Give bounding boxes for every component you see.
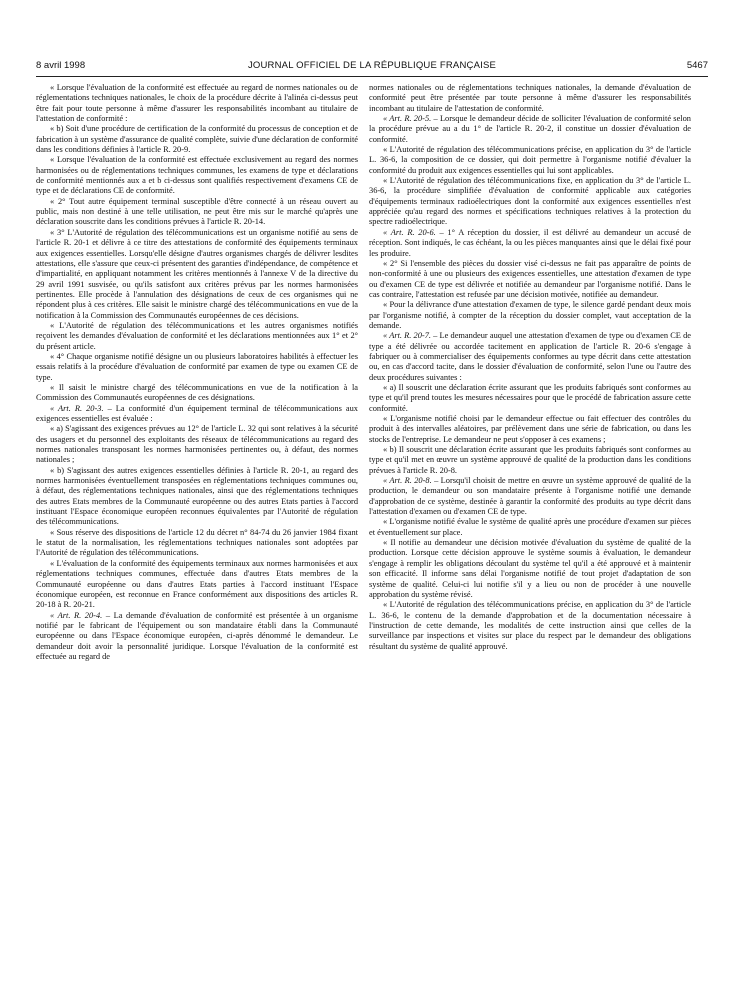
paragraph: [36, 155, 358, 196]
paragraph-text: « 2° Si l'ensemble des pièces du dossier visé ci-dessus ne fait pas apparaître de points de non-conformité à une ou plusieurs des exigences essentielles, une attestation d'examen de type ou d'examen CE de type est délivrée et notifiée au demandeur par l'organisme notifié. Dans le cas contraire, l'attestation est refusée par une décision motivée, notifiée au demandeur.: [369, 258, 691, 299]
paragraph: [369, 414, 691, 445]
article-reference: « Art. R. 20-4.: [50, 610, 103, 620]
paragraph-text: « 2° Tout autre équipement terminal susceptible d'être connecté à un réseau ouvert au public, mais non destiné à une telle utilisation, ne peut être mis sur le marché qu'après une déclaration souscrite dans les conditions prévues à l'article R. 20-14.: [36, 196, 358, 227]
paragraph-text: « Il notifie au demandeur une décision motivée d'évaluation du système de qualité de la production. Lorsque cette décision approuve le système soumis à évaluation, le demandeur s'engage à remplir les obligations découlant du système tel qu'il a été approuvé et à maintenir son efficacité. Il informe sans délai l'organisme notifié de tout projet d'adaptation de son système de qualité. Celui-ci lui notifie s'il y a lieu ou non de procéder à une nouvelle approbation du système révisé.: [369, 538, 691, 599]
paragraph: [369, 176, 691, 228]
paragraph: [369, 300, 691, 331]
journal-title: JOURNAL OFFICIEL DE LA RÉPUBLIQUE FRANÇAISE: [247, 60, 497, 71]
paragraph: [369, 259, 691, 300]
paragraph-text: « 4° Chaque organisme notifié désigne un ou plusieurs laboratoires habilités à effectuer les essais relatifs à la procédure d'évaluation de conformité par examen de type ou examen CE de type.: [36, 351, 358, 382]
paragraph-text: « L'organisme notifié choisi par le demandeur effectue ou fait effectuer des contrôles du produit à des intervalles aléatoires, par prélèvement dans une série de fabrication, ou dans les stocks de l'entreprise. Le demandeur ne peut s'opposer à ces examens ;: [369, 414, 691, 444]
paragraph: [369, 476, 691, 517]
article-reference: « Art. R. 20-3.: [50, 403, 104, 413]
paragraph-text: « Il saisit le ministre chargé des télécommunications en vue de la notification à la Commission des Communautés européennes de ces désignations.: [36, 382, 358, 403]
page-header: [36, 60, 708, 74]
paragraph-text: « a) S'agissant des exigences prévues au 12° de l'article L. 32 qui sont relatives à la sécurité des usagers et du personnel des exploitants des réseaux de télécommunications au regard des normes nationales transposant les normes harmonisées pertinentes ou, à défaut, des normes nationales ;: [36, 424, 358, 465]
paragraph-text: « Lorsque l'évaluation de la conformité est effectuée au regard de normes nationales ou de réglementations techniques nationales, le choix de la procédure décrite à l'alinéa ci-dessus peut être fait pour toute personne à même d'assurer les responsabilités incombant au titulaire de l'attestation de conformité :: [36, 83, 358, 124]
article-reference: « Art. R. 20-8.: [383, 476, 432, 486]
paragraph: [36, 466, 358, 528]
paragraph: [36, 559, 358, 611]
paragraph-text: « 3° L'Autorité de régulation des télécommunications est un organisme notifié au sens de l'article R. 20-1 et délivre à ce titre des attestations de conformité des équipements terminaux aux exigences essentielles. Lorsqu'elle désigne d'autres organismes chargés de délivrer lesdites attestations, elle s'assure que ceux-ci présentent des garanties d'indépendance, de compétence et d'impartialité, en appliquant notamment les critères mentionnés à l'annexe V de la directive du 29 avril 1991 susvisée, ou qu'ils satisfont aux critères prévus par les normes harmonisées pertinentes. Elle procède à l'annulation des désignations de ceux de ces organismes qui ne répondent plus à ces critères. Elle saisit le ministre chargé des télécommunications en vue de la notification à la Commission des Communautés européennes de ces décisions.: [36, 227, 358, 320]
paragraph: [369, 331, 691, 383]
paragraph-text: « b) S'agissant des autres exigences essentielles définies à l'article R. 20-1, au regard des normes harmonisées éventuellement transposées en réglementations techniques communes ou, à défaut, des réglementations techniques nationales, ainsi que des réglementations techniques des autres Etats membres de la Communauté européenne ou des autres Etats parties à l'accord instituant l'Espace économique européen reconnues équivalentes par l'Autorité de régulation des télécommunications.: [36, 465, 358, 527]
paragraph-text: – 1° A réception du dossier, il est délivré au demandeur un accusé de réception. Sont indiqués, le cas échéant, la ou les pièces manquantes ainsi que le délai fixé pour les produire.: [369, 227, 691, 258]
paragraph: [36, 352, 358, 383]
paragraph: [36, 124, 358, 155]
paragraph: [36, 83, 358, 124]
paragraph: [369, 145, 691, 176]
paragraph: [36, 424, 358, 465]
paragraph-text: « L'Autorité de régulation des télécommunications précise, en application du 3° de l'article L. 36-6, le contenu de la demande d'approbation et de la documentation nécessaire à l'instruction de cette demande, les modalités de cette instruction ainsi que celles de la surveillance par inspections et visites sur place du respect par le demandeur des obligations résultant du système de qualité approuvé.: [369, 600, 691, 651]
paragraph: [369, 600, 691, 652]
article-reference: « Art. R. 20-5.: [383, 114, 432, 124]
paragraph-text: « Pour la délivrance d'une attestation d'examen de type, le silence gardé pendant deux mois par l'organisme notifié, à compter de la réception du dossier complet, vaut acceptation de la demande.: [369, 300, 691, 330]
paragraph: [369, 517, 691, 538]
paragraph-text: – Lorsqu'il choisit de mettre en œuvre un système approuvé de qualité de la production, le demandeur ou son mandataire présente à l'organisme notifié une demande d'approbation de ce système, destinée à garantir la conformité des produits au type décrit dans l'attestation d'examen ou d'examen CE de type.: [369, 476, 691, 517]
paragraph: [36, 197, 358, 228]
paragraph-text: – Lorsque le demandeur décide de solliciter l'évaluation de conformité selon la procédure prévue au a du 1° de l'article R. 20-2, il constitue un dossier d'évaluation de conformité.: [369, 114, 691, 144]
paragraph: [369, 83, 691, 114]
paragraph-text: « Sous réserve des dispositions de l'article 12 du décret n° 84-74 du 26 janvier 1984 fixant le statut de la normalisation, les réglementations techniques nationales sont adoptées par l'Autorité de régulation des télécommunications.: [36, 527, 358, 558]
header-date: 8 avril 1998: [36, 60, 86, 71]
paragraph-text: « L'évaluation de la conformité des équipements terminaux aux normes harmonisées et aux réglementations techniques communes, effectuée dans d'autres Etats membres de la Communauté européenne ou dans d'autres Etats parties à l'accord instituant l'Espace économique européen, est reconnue en France conformément aux dispositions des articles R. 20-18 à R. 20-21.: [36, 558, 358, 610]
paragraph-text: – La demande d'évaluation de conformité est présentée à un organisme notifié par le fabricant de l'équipement ou son mandataire établi dans la Communauté européenne ou dans l'Espace économique européen, ci-après dénommé le demandeur. Le demandeur doit avoir la personnalité juridique. Lorsque l'évaluation de la conformité est effectuée au regard de: [36, 610, 358, 661]
paragraph-text: normes nationales ou de réglementations techniques nationales, la demande d'évaluation de conformité peut être présentée par toute personne à même d'assurer les responsabilités incombant au titulaire de l'attestation de conformité.: [369, 83, 691, 113]
article-reference: « Art. R. 20-7.: [383, 331, 431, 341]
paragraph-text: « b) Soit d'une procédure de certification de la conformité du processus de conception et de fabrication à un système d'assurance de qualité complète, suivie d'une déclaration de conformité dans les conditions définies à l'article R. 20-9.: [36, 124, 358, 155]
paragraph-text: – Le demandeur auquel une attestation d'examen de type ou d'examen CE de type a été délivrée ou accordée tacitement en application de l'article R. 20-6 s'engage à fabriquer ou à commercialiser des équipements conformes au type décrit dans cette attestation ou, en cas d'accord tacite, dans le dossier d'évaluation de conformité, selon l'une ou l'autre des deux procédures suivantes :: [369, 331, 691, 382]
paragraph: [369, 445, 691, 476]
right-column: [369, 83, 691, 652]
paragraph: [369, 228, 691, 259]
page-number: 5467: [686, 60, 708, 71]
paragraph: [369, 538, 691, 600]
paragraph: [36, 404, 358, 425]
paragraph: [369, 114, 691, 145]
paragraph: [36, 611, 358, 663]
left-column: [36, 83, 358, 662]
paragraph-text: « L'Autorité de régulation des télécommunications précise, en application du 3° de l'article L. 36-6, la composition de ce dossier, qui doit permettre à l'organisme notifié d'évaluer la conformité du produit aux exigences essentielles qui lui sont applicables.: [369, 145, 691, 175]
paragraph: [369, 383, 691, 414]
paragraph-text: « a) Il souscrit une déclaration écrite assurant que les produits fabriqués sont conformes au type et qu'il prend toutes les mesures nécessaires pour que le procédé de fabrication assure cette conformité.: [369, 382, 691, 413]
paragraph-text: « b) Il souscrit une déclaration écrite assurant que les produits fabriqués sont conformes au type et qu'il met en œuvre un système approuvé de qualité de la production dans les conditions prévues à l'article R. 20-8.: [369, 445, 691, 475]
paragraph: [36, 528, 358, 559]
paragraph-text: « L'Autorité de régulation des télécommunications et les autres organismes notifiés reçoivent les demandes d'évaluation de conformité et les déclarations mentionnées aux 1° et 2° du présent article.: [36, 320, 358, 351]
paragraph: [36, 321, 358, 352]
paragraph-text: « L'Autorité de régulation des télécommunications fixe, en application du 3° de l'article L. 36-6, la procédure simplifiée d'évaluation de conformité applicable aux catégories d'équipements terminaux radioélectriques dont la conformité aux exigences essentielles n'est appréciée qu'au regard des normes et spécifications techniques relatives à la protection du spectre radioélectrique.: [369, 176, 691, 227]
paragraph-text: « Lorsque l'évaluation de la conformité est effectuée exclusivement au regard des normes harmonisées ou de réglementations techniques communes, les examens de type et déclarations de conformité mentionnés aux a et b ci-dessus sont qualifiés respectivement d'examens CE de type et de déclarations CE de conformité.: [36, 155, 358, 196]
paragraph-text: « L'organisme notifié évalue le système de qualité après une procédure d'examen sur pièces et éventuellement sur place.: [369, 517, 691, 537]
paragraph-text: – La conformité d'un équipement terminal de télécommunications aux exigences essentielles est évaluée :: [36, 403, 358, 423]
header-rule: [36, 76, 708, 77]
article-reference: « Art. R. 20-6.: [383, 227, 436, 237]
paragraph: [36, 383, 358, 404]
paragraph: [36, 228, 358, 321]
